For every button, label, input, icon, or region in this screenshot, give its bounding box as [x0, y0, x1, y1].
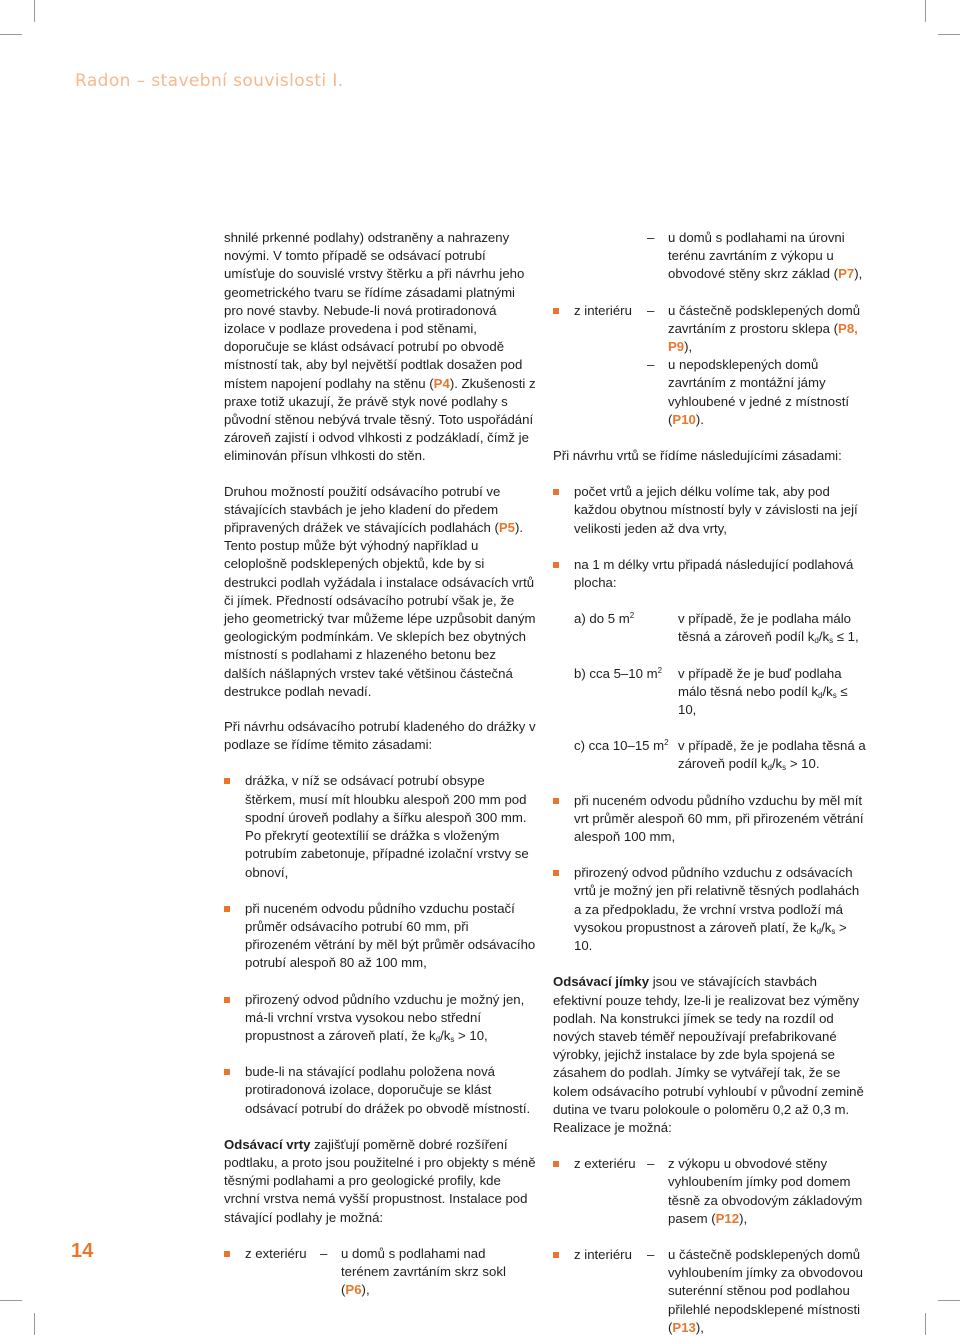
list-item: při nuceném odvodu půdního vzduchu by měl mít vrt průměr alespoň 60 mm, při přirozeném větrání alespoň 100 mm, — [553, 792, 866, 847]
area-option: b) cca 5–10 $m^2$ v případě že je buď podlaha málo těsná nebo podíl $k_d/k_s \le 10$, — [574, 665, 848, 718]
area-option: a) do 5 $m^2$ v případě, že je podlaha málo těsná a zároveň podíl $k_d/k_s \le 1$, — [574, 611, 859, 646]
list-item: při nuceném odvodu půdního vzduchu postačí průměr odsávacího potrubí 60 mm, při přirozeném větrání by měl být průměr odsávacího potrubí alespoň 80 až 100 mm, — [224, 900, 536, 973]
figure-ref: P4 — [433, 375, 450, 391]
crop-mark-bottom-right — [925, 1313, 926, 1335]
list-item: přirozený odvod půdního vzduchu z odsávacích vrtů je možný jen při relativně těsných podlahách a za předpokladu, že vrchní vrstva podloží má vysokou propustnost a zároveň platí, že $k_d/k_s > 10$. — [553, 864, 866, 955]
crop-mark-top-right-h — [938, 34, 960, 35]
right-column — [553, 229, 866, 1337]
paragraph: Odsávací vrty zajišťují poměrně dobré rozšíření podtlaku, a proto jsou použitelné i pro objekty s méně těsnými podlahami a pro geologické profily, kde vrchní vrstva nemá vyšší propustnost. Instalace pod stávající podlahy je možná: — [224, 1136, 536, 1225]
paragraph: Při návrhu vrtů se řídíme následujícími zásadami: — [553, 448, 842, 464]
list-item: přirozený odvod půdního vzduchu je možný jen, má-li vrchní vrstva vysokou nebo střední propustnost a zároveň platí, že $k_d/k_s > 10$, — [224, 991, 536, 1046]
crop-mark-bottom-right-h — [938, 1300, 960, 1301]
left-column — [224, 229, 536, 1299]
figure-ref: P7 — [838, 266, 855, 282]
figure-ref: P5 — [498, 520, 516, 536]
crop-mark-top-left-h — [0, 34, 22, 35]
list-item: z interiéru – u částečně podsklepených domů zavrtáním z prostoru sklepa (P8, P9), — [553, 302, 866, 357]
crop-mark-top-left — [34, 0, 35, 22]
figure-ref: P8, P9 — [668, 320, 858, 355]
list-item: drážka, v níž se odsávací potrubí obsype štěrkem, musí mít hloubku alespoň 200 mm pod spodní úroveň podlahy a šířku alespoň 300 mm. Po překrytí geotextílií se drážka s vloženým potrubím zabetonuje, případné izolační vrstvy se obnoví, — [224, 772, 536, 881]
dash-item: – u nepodsklepených domů zavrtáním z montážní jámy vyhloubené v jedné z místností (P10). — [647, 357, 850, 427]
list-item: počet vrtů a jejich délku volíme tak, aby pod každou obytnou místností byly v závislosti na její velikosti jeden až dva vrty, — [553, 483, 866, 538]
dash-item: – u domů s podlahami na úrovni terénu zavrtáním z výkopu u obvodové stěny skrz základ (P7), — [647, 230, 863, 282]
page-number: 14 — [71, 1240, 94, 1262]
figure-ref: P13 — [672, 1319, 696, 1335]
paragraph: shnilé prkenné podlahy) odstraněny a nahrazeny novými. V tomto případě se odsávací potrubí umísťuje do souvislé vrstvy štěrku a při návrhu jeho geometrického tvaru se řídíme zásadami platnými pro nové stavby. Nebude-li nová protiradonová izolace v podlaze provedena i pod stěnami, doporučuje se klást odsávací potrubí po obvodě místností tak, aby byl největší podtlak dosažen pod místem napojení podlahy na stěnu (P4). Zkušenosti z praxe totiž ukazují, že právě styk nové podlahy s původní stěnou nebývá trvale těsný. Toto uspořádání zároveň zajistí i odvod vlhkosti z podzákladí, čímž je eliminován přísun vlhkosti do stěn. — [224, 230, 536, 464]
figure-ref: P12 — [715, 1210, 740, 1226]
paragraph: Odsávací jímky jsou ve stávajících stavbách efektivní pouze tehdy, lze-li je realizovat bez výměny podlah. Na konstrukci jímek se tedy na rozdíl od nových staveb téměř nepoužívají prefabrikované výrobky, jejichž instalace by zde byla spojená se zásahem do podlah. Jímky se vytvářejí tak, že se kolem odsávacího potrubí vyhloubí v původní zemině dutina ve tvaru polokoule o poloměru 0,2 až 0,3 m. Realizace je možná: — [553, 974, 864, 1135]
crop-mark-bottom-left — [34, 1313, 35, 1335]
area-option: c) cca 10–15 $m^2$ v případě, že je podlaha těsná a zároveň podíl $k_d/k_s > 10$. — [574, 738, 866, 773]
running-title: Radon – stavební souvislosti I. — [75, 71, 344, 91]
list-item: z exteriéru – u domů s podlahami nad terénem zavrtáním skrz sokl (P6), — [224, 1245, 536, 1300]
crop-mark-top-right — [925, 0, 926, 22]
figure-ref: P6 — [345, 1282, 362, 1298]
figure-ref: P10 — [672, 411, 696, 427]
paragraph: Při návrhu odsávacího potrubí kladeného do drážky v podlaze se řídíme těmito zásadami: — [224, 719, 536, 753]
paragraph: Druhou možností použití odsávacího potrubí ve stávajících stavbách je jeho kladení do předem připravených drážek ve stávajících podlahách (P5). Tento postup může být výhodný například u celoplošně podsklepených objektů, kde by si destrukci podlah vyžádala i instalace odsávacích vrtů či jímek. Předností odsávacího potrubí však je, že jeho geometrický tvar můžeme lépe uzpůsobit daným geologickým podmínkám. Ve sklepích bez obytných místností s podlahami z hlazeného betonu bez dalších nášlapných vrstev také většinou částečná destrukce podlah nevadí. — [224, 483, 536, 699]
list-item: z exteriéru – z výkopu u obvodové stěny vyhloubením jímky pod domem těsně za obvodovým základovým pasem (P12), — [553, 1155, 866, 1228]
crop-mark-bottom-left-h — [0, 1300, 22, 1301]
list-item: bude-li na stávající podlahu položena nová protiradonová izolace, doporučuje se klást odsávací potrubí do drážek po obvodě místností. — [224, 1063, 536, 1118]
list-item: na 1 m délky vrtu připadá následující podlahová plocha: — [553, 556, 866, 592]
list-item: z interiéru – u částečně podsklepených domů vyhloubením jímky za obvodovou suterénní stěnou pod podlahou přilehlé nepodsklepené místnosti (P13), — [553, 1246, 866, 1337]
